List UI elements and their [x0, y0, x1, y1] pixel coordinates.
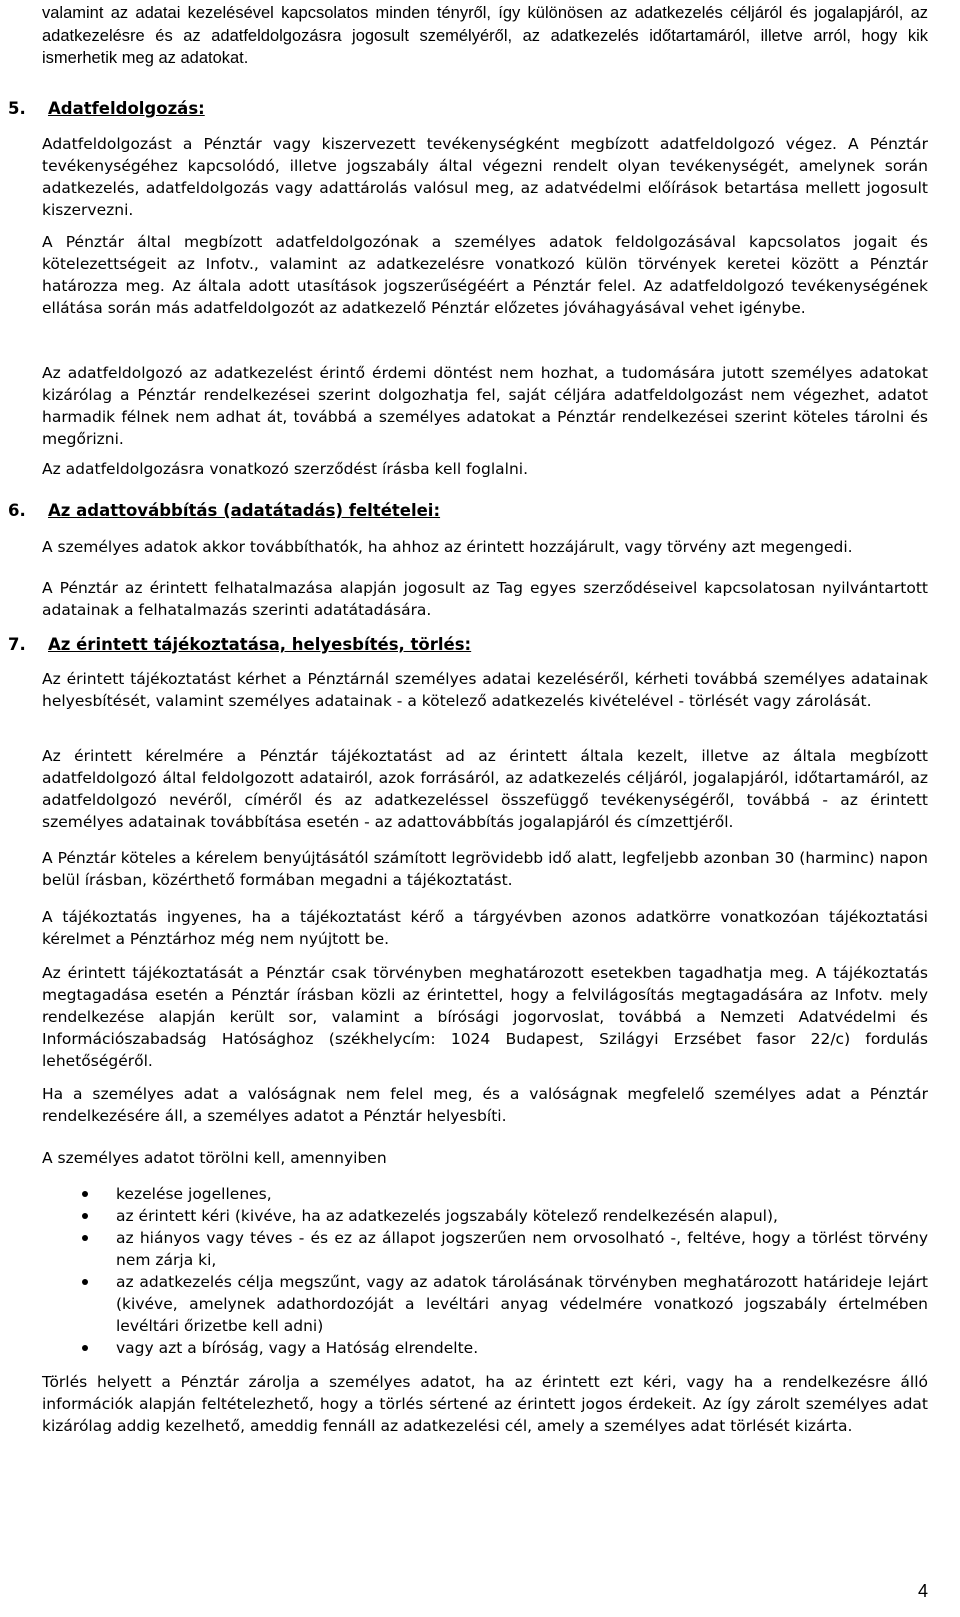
section-5-paragraph-4: Az adatfeldolgozásra vonatkozó szerződést írásba kell foglalni. [42, 460, 529, 478]
section-5-paragraph-3: Az adatfeldolgozó az adatkezelést érintő érdemi döntést nem hozhat, a tudomására jutott személyes adatokat kizárólag a Pénztár rendelkezései szerint dolgozhatja fel, saját céljára adatfeldolgozást nem végezhet, adatot harmadik félnek nem adhat át, továbbá a személyes adatokat a Pénztár rendelkezései szerint köteles tárolni és megőrizni. [42, 364, 928, 448]
section-number: 5. [8, 99, 26, 118]
bullet-icon [82, 1191, 88, 1197]
list-item: az adatkezelés célja megszűnt, vagy az adatok tárolásának törvényben meghatározott határideje lejárt (kivéve, amelynek adathordozóját a levéltári anyag védelmére vonatkozó jogszabály értelmében levéltári őrizetbe kell adni) [42, 1271, 928, 1337]
list-item: az érintett kéri (kivéve, ha az adatkezelés jogszabály kötelező rendelkezésén alapul), [42, 1205, 928, 1227]
bullet-icon [82, 1235, 88, 1241]
section-7-closing-paragraph: Törlés helyett a Pénztár zárolja a személyes adatot, ha az érintett ezt kéri, vagy ha a rendelkezésre álló információk alapján feltételezhető, hogy a törlés sértené az érintett jogos érdekeit. Az így zárolt személyes adat kizárólag addig kezelhető, ameddig fennáll az adatkezelési cél, amely a személyes adat törlését kizárta. [42, 1373, 928, 1435]
section-title: Adatfeldolgozás: [48, 99, 205, 118]
bullet-icon [82, 1345, 88, 1351]
section-6-heading [8, 500, 440, 522]
section-title: Az adattovábbítás (adatátadás) feltételei: [48, 501, 441, 520]
bullet-icon [82, 1213, 88, 1219]
section-6-paragraph-2: A Pénztár az érintett felhatalmazása alapján jogosult az Tag egyes szerződéseivel kapcsolatosan nyilvántartott adatainak a felhatalmazás szerinti adatátadására. [42, 579, 928, 619]
list-item: az hiányos vagy téves - és ez az állapot jogszerűen nem orvosolható -, feltéve, hogy a törlést törvény nem zárja ki, [42, 1227, 928, 1271]
section-7-paragraph-1: Az érintett tájékoztatást kérhet a Pénztárnál személyes adatai kezeléséről, kérheti továbbá személyes adatainak helyesbítését, valamint személyes adatainak - a kötelező adatkezelés kivételével - törlését vagy zárolását. [42, 670, 928, 710]
section-title: Az érintett tájékoztatása, helyesbítés, törlés: [48, 635, 472, 654]
section-7-paragraph-2: Az érintett kérelmére a Pénztár tájékoztatást ad az érintett általa kezelt, illetve az általa megbízott adatfeldolgozó által feldolgozott adatairól, azok forrásáról, az adatkezelés céljáról, jogalapjáról, időtartamáról, az adatfeldolgozó nevéről, címéről és az adatkezeléssel összefüggő tevékenységéről, továbbá - az érintett személyes adatainak továbbítása esetén - az adattovábbítás jogalapjáról és címzettjéről. [42, 747, 928, 831]
section-7-paragraph-6: Ha a személyes adat a valóságnak nem felel meg, és a valóságnak megfelelő személyes adat a Pénztár rendelkezésére áll, a személyes adatot a Pénztár helyesbíti. [42, 1085, 928, 1125]
section-7-paragraph-5: Az érintett tájékoztatását a Pénztár csak törvényben meghatározott esetekben tagadhatja meg. A tájékoztatás megtagadása esetén a Pénztár írásban közli az érintettel, hogy a felvilágosítás megtagadására az Infotv. mely rendelkezése alapján került sor, valamint a bírósági jogorvoslat, továbbá a Nemzeti Adatvédelmi és Információszabadság Hatósághoz (székhelycím: 1024 Budapest, Szilágyi Erzsébet fasor 22/c) fordulás lehetőségéről. [42, 964, 928, 1070]
bullet-icon [82, 1279, 88, 1285]
page-number: 4 [917, 1581, 928, 1601]
section-6-paragraph-1: A személyes adatok akkor továbbíthatók, ha ahhoz az érintett hozzájárult, vagy törvény azt megengedi. [42, 538, 853, 556]
section-5-paragraph-2: A Pénztár által megbízott adatfeldolgozónak a személyes adatok feldolgozásával kapcsolatos jogait és kötelezettségeit az Infotv., valamint az adatkezelésre vonatkozó külön törvények keretei között a Pénztár határozza meg. Az általa adott utasítások jogszerűségéért a Pénztár felel. Az adatfeldolgozó tevékenységének ellátása során más adatfeldolgozót az adatkezelő Pénztár előzetes jóváhagyásával vehet igénybe. [42, 233, 928, 317]
section-7-paragraph-7: A személyes adatot törölni kell, amennyiben [42, 1149, 387, 1167]
section-7-paragraph-3: A Pénztár köteles a kérelem benyújtásától számított legrövidebb idő alatt, legfeljebb azonban 30 (harminc) napon belül írásban, közérthető formában megadni a tájékoztatást. [42, 849, 928, 889]
section-5-heading [8, 98, 205, 120]
section-7-heading [8, 634, 471, 656]
list-item: kezelése jogellenes, [42, 1183, 928, 1205]
section-7-paragraph-4: A tájékoztatás ingyenes, ha a tájékoztatást kérő a tárgyévben azonos adatkörre vonatkozóan tájékoztatási kérelmet a Pénztárhoz még nem nyújtott be. [42, 908, 928, 948]
list-item: vagy azt a bíróság, vagy a Hatóság elrendelte. [42, 1337, 928, 1359]
section-5-paragraph-1: Adatfeldolgozást a Pénztár vagy kiszervezett tevékenységként megbízott adatfeldolgozó végez. A Pénztár tevékenységéhez kapcsolódó, illetve jogszabály által végezni rendelt olyan tevékenységét, amelynek során adatkezelés, adatfeldolgozás vagy adattárolás valósul meg, az adatvédelmi előírások betartása mellett jogosult kiszervezni. [42, 135, 928, 219]
section-number: 7. [8, 635, 26, 654]
intro-paragraph: valamint az adatai kezelésével kapcsolatos minden tényről, így különösen az adatkezelés céljáról és jogalapjáról, az adatkezelésre és az adatfeldolgozásra jogosult személyéről, az adatkezelés időtartamáról, illetve arról, hogy kik ismerhetik meg az adatokat. [42, 4, 928, 67]
deletion-conditions-list [42, 1183, 928, 1359]
section-number: 6. [8, 501, 26, 520]
